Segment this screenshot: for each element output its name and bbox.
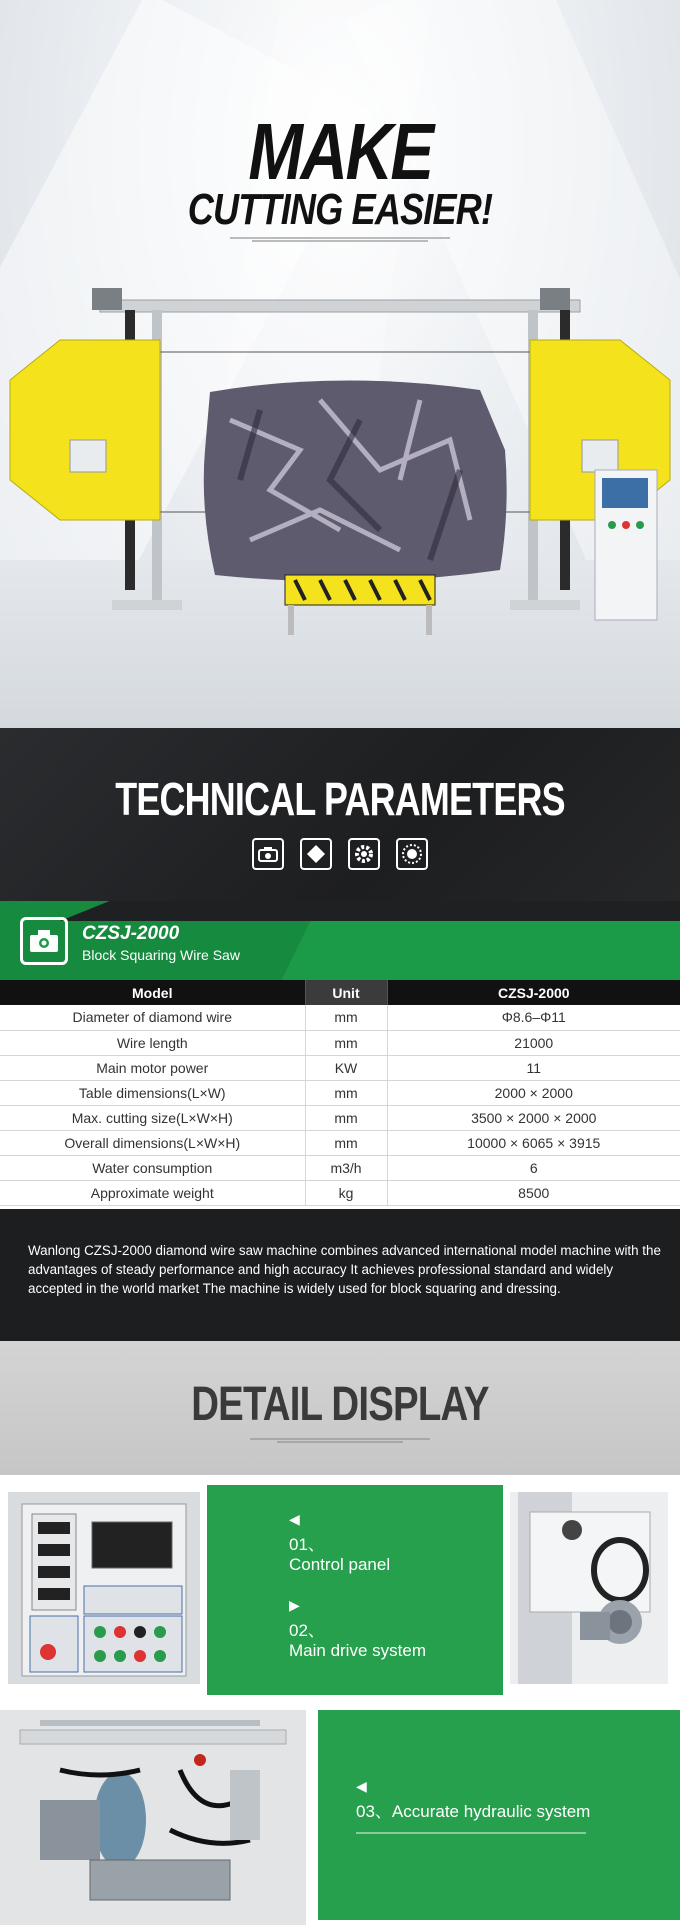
item-label: Accurate hydraulic system — [391, 1802, 591, 1821]
camera-icon — [20, 917, 68, 965]
param-value: 11 — [387, 1055, 680, 1080]
arrow-left-icon: ◀ — [289, 1511, 300, 1527]
param-value: 10000 × 6065 × 3915 — [387, 1130, 680, 1155]
hero-banner — [0, 0, 680, 728]
detail-info-box-2 — [318, 1710, 680, 1920]
param-name: Table dimensions(L×W) — [0, 1080, 305, 1105]
diamond-icon — [300, 838, 332, 870]
camera-icon — [252, 838, 284, 870]
param-unit: mm — [305, 1080, 387, 1105]
item-number: 03、 — [356, 1802, 392, 1821]
detail-display-header — [0, 1341, 680, 1475]
param-name: Approximate weight — [0, 1180, 305, 1205]
param-value: 2000 × 2000 — [387, 1080, 680, 1105]
wire-saw-machine-illustration — [0, 280, 680, 660]
param-name: Overall dimensions(L×W×H) — [0, 1130, 305, 1155]
param-name: Wire length — [0, 1030, 305, 1055]
param-name: Max. cutting size(L×W×H) — [0, 1105, 305, 1130]
table-row — [0, 1005, 680, 1030]
table-row — [0, 1080, 680, 1105]
arrow-left-icon: ◀ — [356, 1778, 367, 1794]
product-description — [0, 1209, 680, 1341]
table-row — [0, 1180, 680, 1205]
param-value: 6 — [387, 1155, 680, 1180]
list-item — [289, 1597, 426, 1661]
param-unit: mm — [305, 1105, 387, 1130]
sun-icon — [396, 838, 428, 870]
item-label: Main drive system — [289, 1641, 426, 1660]
table-row — [0, 1130, 680, 1155]
main-drive-photo — [510, 1492, 668, 1684]
param-name: Water consumption — [0, 1155, 305, 1180]
section-title: TECHNICAL PARAMETERS — [115, 773, 565, 825]
feature-icons — [252, 838, 428, 872]
description-text: Wanlong CZSJ-2000 diamond wire saw machine combines advanced international model machine with the advantages of steady performance and high accuracy It achieves professional standard and widely accepted in the world market The machine is widely used for block squaring and dressing. — [28, 1243, 661, 1296]
arrow-right-icon: ▶ — [289, 1597, 300, 1613]
detail-fine-print — [250, 1437, 430, 1444]
model-banner — [0, 901, 680, 980]
spec-table — [0, 980, 680, 1206]
param-unit: mm — [305, 1130, 387, 1155]
list-item — [356, 1778, 590, 1834]
table-row — [0, 1055, 680, 1080]
section-title: DETAIL DISPLAY — [191, 1378, 489, 1431]
param-value: 21000 — [387, 1030, 680, 1055]
hero-title-line2: CUTTING EASIER! — [187, 185, 493, 234]
hero-fine-print — [230, 236, 450, 244]
item-number: 01、 — [289, 1535, 325, 1554]
param-unit: m3/h — [305, 1155, 387, 1180]
param-value: 3500 × 2000 × 2000 — [387, 1105, 680, 1130]
table-row — [0, 1105, 680, 1130]
control-panel-photo — [8, 1492, 200, 1684]
item-label: Control panel — [289, 1555, 391, 1574]
item-number: 02、 — [289, 1621, 325, 1640]
model-subtitle: Block Squaring Wire Saw — [82, 947, 240, 963]
column-header: Unit — [305, 980, 387, 1005]
param-value: Φ8.6–Φ11 — [387, 1005, 680, 1030]
technical-parameters-header — [0, 728, 680, 901]
param-name: Main motor power — [0, 1055, 305, 1080]
table-row — [0, 1155, 680, 1180]
table-header-row — [0, 980, 680, 1005]
param-value: 8500 — [387, 1180, 680, 1205]
hydraulic-system-photo — [0, 1710, 306, 1925]
param-unit: kg — [305, 1180, 387, 1205]
model-name: CZSJ-2000 — [82, 923, 180, 944]
list-item — [289, 1511, 390, 1575]
column-header: CZSJ-2000 — [387, 980, 680, 1005]
gear-icon — [348, 838, 380, 870]
param-unit: KW — [305, 1055, 387, 1080]
detail-info-box-1 — [207, 1485, 503, 1695]
table-row — [0, 1030, 680, 1055]
param-name: Diameter of diamond wire — [0, 1005, 305, 1030]
param-unit: mm — [305, 1005, 387, 1030]
hero-title-line1: MAKE — [248, 107, 432, 196]
column-header: Model — [0, 980, 305, 1005]
fine-print-line — [356, 1832, 586, 1834]
param-unit: mm — [305, 1030, 387, 1055]
